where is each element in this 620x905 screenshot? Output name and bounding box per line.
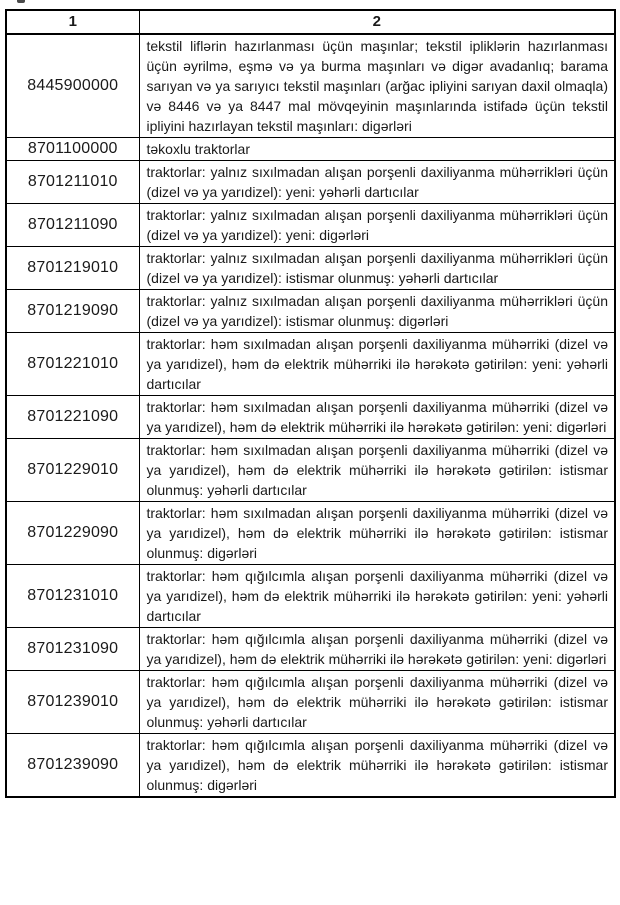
header-row [6, 10, 615, 34]
description-cell: traktorlar: yalnız sıxılmadan alışan porşenli daxiliyanma mühərrikləri üçün (dizel və ya yarıdizel): yeni: digərləri [139, 204, 615, 247]
code-cell: 8701229010 [6, 439, 139, 502]
code-cell: 8701219010 [6, 247, 139, 290]
table-row [6, 138, 615, 161]
description-cell: traktorlar: həm qığılcımla alışan porşenli daxiliyanma mühərriki (dizel və ya yarıdizel), həm də elektrik mühərriki ilə hərəkətə gətirilən: yeni: digərləri [139, 628, 615, 671]
code-cell: 8701100000 [6, 138, 139, 161]
table-row [6, 161, 615, 204]
description-cell: traktorlar: həm sıxılmadan alışan porşenli daxiliyanma mühərriki (dizel və ya yarıdizel), həm də elektrik mühərriki ilə hərəkətə gətirilən: istismar olunmuş: digərləri [139, 502, 615, 565]
tariff-code-table [5, 9, 616, 798]
description-cell: traktorlar: həm qığılcımla alışan porşenli daxiliyanma mühərriki (dizel və ya yarıdizel), həm də elektrik mühərriki ilə hərəkətə gətirilən: istismar olunmuş: digərləri [139, 734, 615, 798]
table-row [6, 502, 615, 565]
table-row [6, 734, 615, 798]
table-row [6, 439, 615, 502]
description-cell: traktorlar: yalnız sıxılmadan alışan porşenli daxiliyanma mühərrikləri üçün (dizel və ya yarıdizel): yeni: yəhərli dartıcılar [139, 161, 615, 204]
scan-edge-artifact [17, 0, 25, 3]
description-cell: traktorlar: həm sıxılmadan alışan porşenli daxiliyanma mühərriki (dizel və ya yarıdizel), həm də elektrik mühərriki ilə hərəkətə gətirilən: yeni: yəhərli dartıcılar [139, 333, 615, 396]
description-cell: traktorlar: yalnız sıxılmadan alışan porşenli daxiliyanma mühərrikləri üçün (dizel və ya yarıdizel): istismar olunmuş: yəhərli dartıcılar [139, 247, 615, 290]
table-row [6, 333, 615, 396]
column-header-code: 1 [6, 10, 139, 34]
code-cell: 8701219090 [6, 290, 139, 333]
code-cell: 8701221090 [6, 396, 139, 439]
description-cell: traktorlar: həm sıxılmadan alışan porşenli daxiliyanma mühərriki (dizel və ya yarıdizel), həm də elektrik mühərriki ilə hərəkətə gətirilən: istismar olunmuş: yəhərli dartıcılar [139, 439, 615, 502]
description-cell: traktorlar: yalnız sıxılmadan alışan porşenli daxiliyanma mühərrikləri üçün (dizel və ya yarıdizel): istismar olunmuş: digərləri [139, 290, 615, 333]
table-row [6, 671, 615, 734]
description-cell: traktorlar: həm sıxılmadan alışan porşenli daxiliyanma mühərriki (dizel və ya yarıdizel), həm də elektrik mühərriki ilə hərəkətə gətirilən: yeni: digərləri [139, 396, 615, 439]
table-row [6, 396, 615, 439]
code-cell: 8701231010 [6, 565, 139, 628]
code-cell: 8701231090 [6, 628, 139, 671]
table-row [6, 204, 615, 247]
description-cell: tekstil liflərin hazırlanması üçün maşınlar; tekstil ipliklərin hazırlanması üçün əyrilmə, eşmə və ya burma maşınları və digər avadanlıq; barama sarıyan və ya sarıyıcı tekstil maşınları (arğac ipliyini sarıyan daxil olmaqla) və 8446 və ya 8447 mal mövqeyinin maşınlarında istifadə üçün tekstil ipliyini hazırlayan tekstil maşınları: digərləri [139, 34, 615, 138]
description-cell: traktorlar: həm qığılcımla alışan porşenli daxiliyanma mühərriki (dizel və ya yarıdizel), həm də elektrik mühərriki ilə hərəkətə gətirilən: yeni: yəhərli dartıcılar [139, 565, 615, 628]
column-header-description: 2 [139, 10, 615, 34]
code-cell: 8701211010 [6, 161, 139, 204]
description-cell: təkoxlu traktorlar [139, 138, 615, 161]
code-cell: 8701229090 [6, 502, 139, 565]
code-cell: 8445900000 [6, 34, 139, 138]
code-cell: 8701211090 [6, 204, 139, 247]
table-row [6, 565, 615, 628]
table-row [6, 628, 615, 671]
code-cell: 8701239010 [6, 671, 139, 734]
table-row [6, 247, 615, 290]
code-cell: 8701221010 [6, 333, 139, 396]
description-cell: traktorlar: həm qığılcımla alışan porşenli daxiliyanma mühərriki (dizel və ya yarıdizel), həm də elektrik mühərriki ilə hərəkətə gətirilən: istismar olunmuş: yəhərli dartıcılar [139, 671, 615, 734]
code-cell: 8701239090 [6, 734, 139, 798]
table-row [6, 34, 615, 138]
table-row [6, 290, 615, 333]
